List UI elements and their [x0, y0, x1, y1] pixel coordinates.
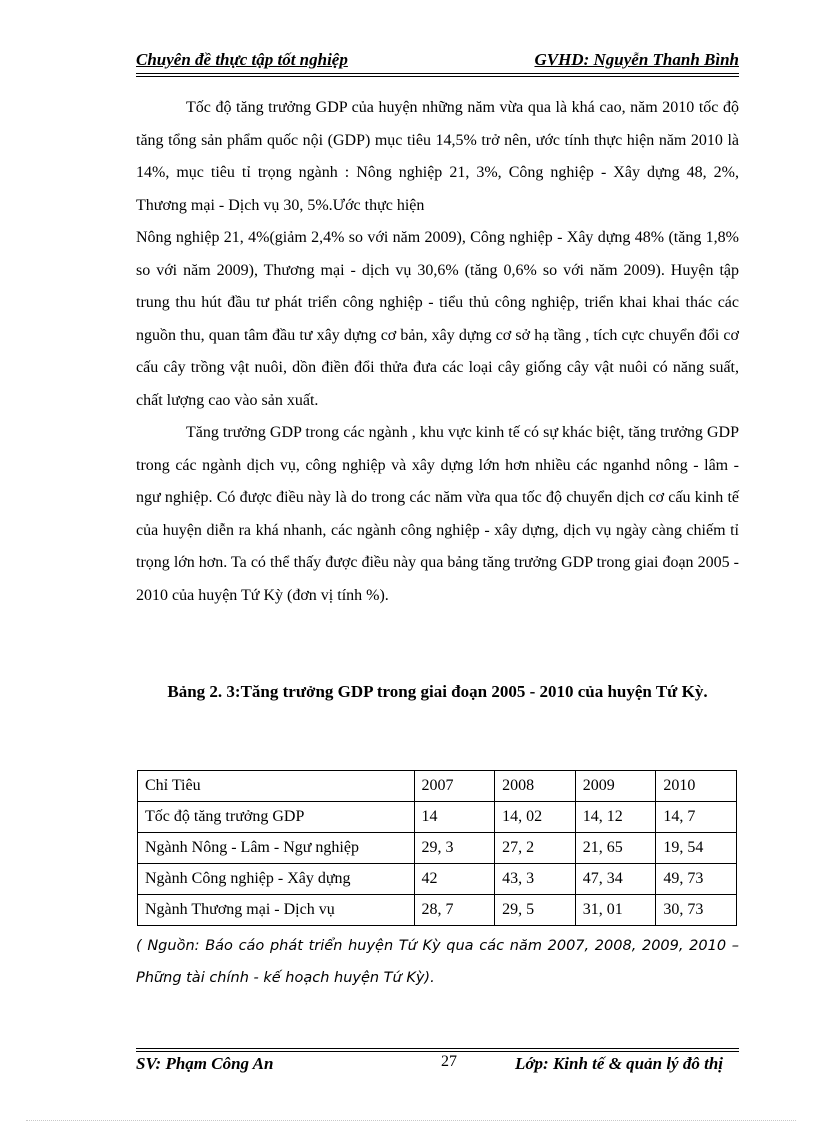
table-cell: 14, 02	[495, 802, 576, 833]
header-divider	[136, 73, 739, 77]
paragraph-sector-growth: Tăng trưởng GDP trong các ngành , khu vực kinh tế có sự khác biệt, tăng trưởng GDP trong các ngành dịch vụ, công nghiệp và xây dựng lớn hơn nhiều các nganhd nông - lâm - ngư nghiệp. Có được điều này là do trong các năm vừa qua tốc độ chuyển dịch cơ cấu kinh tế của huyện diễn ra khá nhanh, các ngành công nghiệp - xây dựng, dịch vụ ngày càng chiếm tỉ trọng lớn hơn. Ta có thể thấy được điều này qua bảng tăng trưởng GDP trong giai đoạn 2005 - 2010 của huyện Tứ Kỳ (đơn vị tính %).	[136, 424, 739, 604]
table-cell: 29, 5	[495, 895, 576, 926]
table-cell: 28, 7	[414, 895, 495, 926]
paragraph-estimates: Nông nghiệp 21, 4%(giảm 2,4% so với năm 2009), Công nghiệp - Xây dựng 48% (tăng 1,8% so với năm 2009), Thương mại - dịch vụ 30,6% (tăng 0,6% so với năm 2009). Huyện tập trung thu hút đầu tư phát triển công nghiệp - tiểu thủ công nghiệp, triển khai khai thác các nguồn thu, quan tâm đầu tư xây dựng cơ bản, xây dựng cơ sở hạ tầng , tích cực chuyển đổi cơ cấu cây trồng vật nuôi, dồn điền đổi thửa đưa các loại cây giống cây vật nuôi có năng suất, chất lượng cao vào sản xuất.	[136, 229, 739, 409]
table-header-cell: 2007	[414, 771, 495, 802]
table-header-cell: 2009	[575, 771, 656, 802]
table-header-cell: 2008	[495, 771, 576, 802]
header-topic: Chuyên đề thực tập tốt nghiệp	[136, 50, 348, 69]
table-cell: 30, 73	[656, 895, 737, 926]
table-row	[138, 864, 737, 895]
table-cell: Ngành Nông - Lâm - Ngư nghiệp	[138, 833, 415, 864]
table-caption: Bảng 2. 3:Tăng trưởng GDP trong giai đoạn 2005 - 2010 của huyện Tứ Kỳ.	[167, 682, 708, 701]
table-cell: 14	[414, 802, 495, 833]
table-cell: 47, 34	[575, 864, 656, 895]
table-cell: 21, 65	[575, 833, 656, 864]
table-header-cell: 2010	[656, 771, 737, 802]
table-cell: 31, 01	[575, 895, 656, 926]
footer-class: Lớp: Kinh tế & quản lý đô thị	[515, 1054, 723, 1073]
gdp-growth-table	[137, 770, 737, 926]
table-cell: 49, 73	[656, 864, 737, 895]
table-row	[138, 802, 737, 833]
page-edge-divider	[26, 1120, 796, 1121]
footer-student: SV: Phạm Công An	[136, 1054, 274, 1073]
table-header-cell: Chỉ Tiêu	[138, 771, 415, 802]
body-text	[136, 92, 739, 612]
table-cell: 43, 3	[495, 864, 576, 895]
table-row	[138, 895, 737, 926]
page-footer	[136, 1054, 739, 1078]
page-header	[136, 50, 739, 74]
table-cell: 42	[414, 864, 495, 895]
table-cell: 29, 3	[414, 833, 495, 864]
table-header-row	[138, 771, 737, 802]
table-cell: Ngành Công nghiệp - Xây dựng	[138, 864, 415, 895]
table-cell: 27, 2	[495, 833, 576, 864]
page-number: 27	[441, 1053, 457, 1070]
table-cell: 19, 54	[656, 833, 737, 864]
table-cell: Tốc độ tăng trưởng GDP	[138, 802, 415, 833]
table-source-note: ( Nguồn: Báo cáo phát triển huyện Tứ Kỳ qua các năm 2007, 2008, 2009, 2010 –Phững tài chính - kế hoạch huyện Tứ Kỳ).	[136, 938, 739, 986]
table-cell: 14, 7	[656, 802, 737, 833]
header-advisor: GVHD: Nguyễn Thanh Bình	[534, 50, 739, 69]
footer-divider	[136, 1048, 739, 1052]
table-row	[138, 833, 737, 864]
paragraph-gdp-overview: Tốc độ tăng trưởng GDP của huyện những năm vừa qua là khá cao, năm 2010 tốc độ tăng tổng sản phẩm quốc nội (GDP) mục tiêu 14,5% trở nên, ước tính thực hiện năm 2010 là 14%, mục tiêu tỉ trọng ngành : Nông nghiệp 21, 3%, Công nghiệp - Xây dựng 48, 2%, Thương mại - Dịch vụ 30, 5%.Ước thực hiện	[136, 99, 739, 214]
table-cell: 14, 12	[575, 802, 656, 833]
table-cell: Ngành Thương mại - Dịch vụ	[138, 895, 415, 926]
